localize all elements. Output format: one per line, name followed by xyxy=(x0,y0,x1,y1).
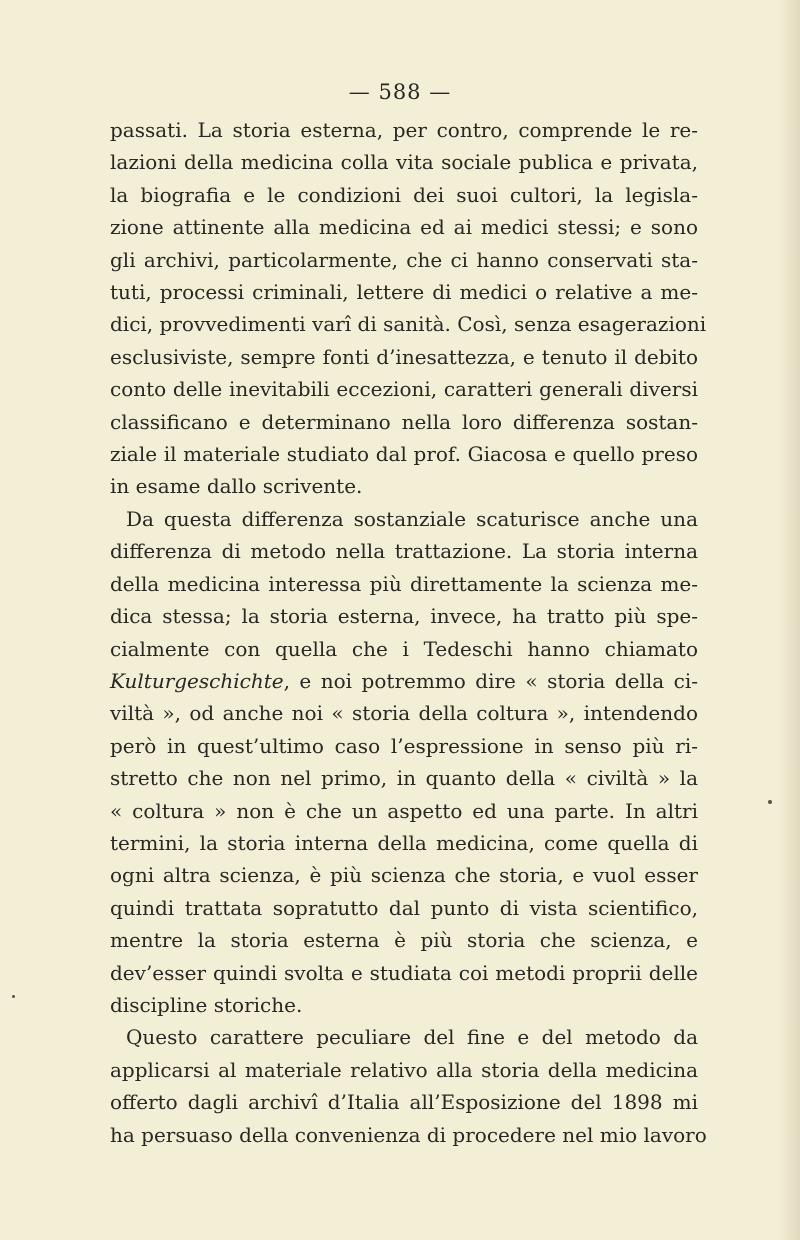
text-line: in esame dallo scrivente. xyxy=(110,474,363,499)
paragraph-2 xyxy=(110,503,698,1022)
ink-speck xyxy=(12,995,15,998)
text-line: conto delle inevitabili eccezioni, caratteri generali diversi xyxy=(110,377,698,402)
text-line: dici, provvedimenti varî di sanità. Così, senza esagerazioni xyxy=(110,312,707,337)
text-line: passati. La storia esterna, per contro, comprende le re- xyxy=(110,118,698,142)
text-line: mentre la storia esterna è più storia che scienza, e xyxy=(110,928,698,953)
paragraph-1 xyxy=(110,114,707,503)
text-line: differenza di metodo nella trattazione. La storia interna xyxy=(110,539,698,564)
text-line: offerto dagli archivî d’Italia all’Esposizione del 1898 mi xyxy=(110,1090,698,1115)
text-line: stretto che non nel primo, in quanto della « civiltà » la xyxy=(110,766,698,791)
text-line: gli archivi, particolarmente, che ci hanno conservati sta- xyxy=(110,247,698,272)
text-line: zione attinente alla medicina ed ai medici stessi; e sono xyxy=(110,215,698,240)
text-line: tuti, processi criminali, lettere di medici o relative a me- xyxy=(110,280,698,305)
text-line: Da questa differenza sostanziale scaturisce anche una xyxy=(126,506,698,531)
text-line: viltà », od anche noi « storia della coltura », intendendo xyxy=(110,701,698,726)
text-line: esclusiviste, sempre fonti d’inesattezza, e tenuto il debito xyxy=(110,344,698,369)
text-line: classificano e determinano nella loro differenza sostan- xyxy=(110,409,698,434)
text-line: quindi trattata sopratutto dal punto di vista scientifico, xyxy=(110,895,698,920)
body-text xyxy=(110,114,707,1151)
text-line: « coltura » non è che un aspetto ed una parte. In altri xyxy=(110,798,698,823)
text-line: applicarsi al materiale relativo alla storia della medicina xyxy=(110,1057,698,1082)
text-line: ha persuaso della convenienza di procedere nel mio lavoro xyxy=(110,1122,707,1147)
text-line: della medicina interessa più direttamente la scienza me- xyxy=(110,571,698,596)
text-line: ziale il materiale studiato dal prof. Giacosa e quello preso xyxy=(110,442,698,467)
italic-term: Kulturgeschichte xyxy=(110,668,284,693)
text-line: cialmente con quella che i Tedeschi hanno chiamato xyxy=(110,636,698,661)
text-line: ogni altra scienza, è più scienza che storia, e vuol esser xyxy=(110,863,698,888)
text-line: Questo carattere peculiare del fine e del metodo da xyxy=(126,1025,698,1050)
text-line: lazioni della medicina colla vita sociale publica e privata, xyxy=(110,150,698,175)
text-line: termini, la storia interna della medicina, come quella di xyxy=(110,830,698,855)
text-line-with-italic: Kulturgeschichte, e noi potremmo dire « storia della ci- xyxy=(110,668,698,693)
text-line: la biografia e le condizioni dei suoi cultori, la legisla- xyxy=(110,182,698,207)
text-line: dica stessa; la storia esterna, invece, ha tratto più spe- xyxy=(110,604,698,629)
text-line: però in quest’ultimo caso l’espressione in senso più ri- xyxy=(110,733,698,758)
paragraph-3 xyxy=(110,1021,707,1151)
ink-speck xyxy=(768,800,772,804)
text-line: dev’esser quindi svolta e studiata coi metodi proprii delle xyxy=(110,960,698,985)
page-number: — 588 — xyxy=(348,80,452,104)
text-line: discipline storiche. xyxy=(110,992,303,1017)
